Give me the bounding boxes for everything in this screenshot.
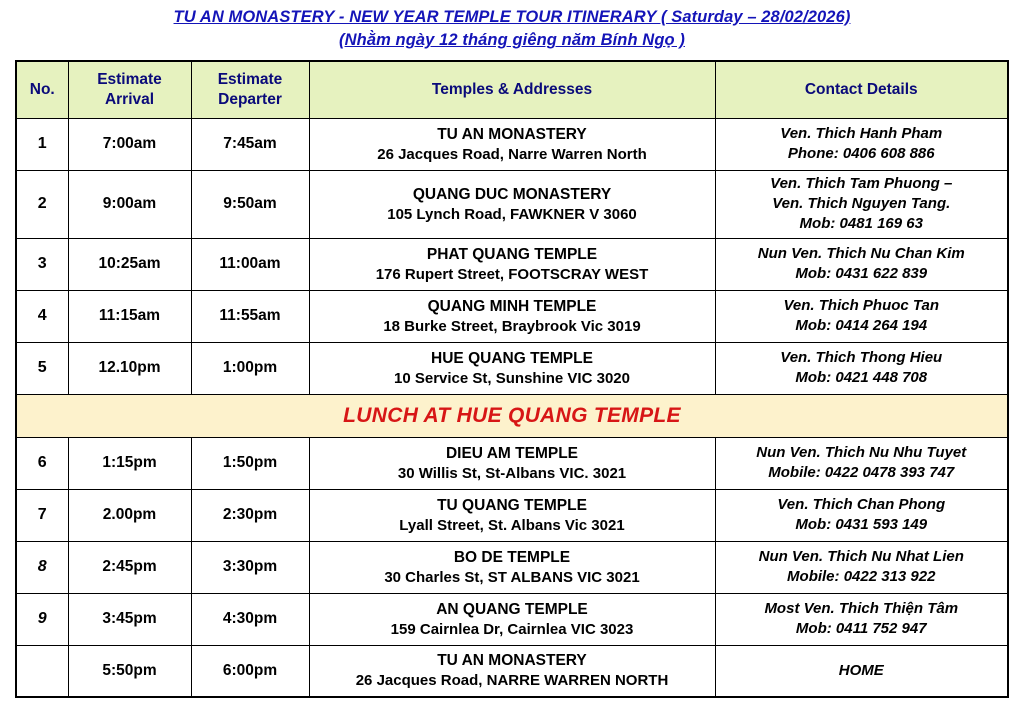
contact-line: Mob: 0421 448 708 — [795, 369, 928, 387]
contact-line: Nun Ven. Thich Nu Chan Kim — [757, 245, 965, 263]
departure-time: 9:50am — [191, 170, 309, 238]
temple-cell — [309, 437, 715, 489]
temple-name: TU AN MONASTERY — [437, 125, 587, 143]
contact-line: Mob: 0411 752 947 — [795, 620, 927, 638]
table-row — [16, 290, 1008, 342]
temple-name: TU AN MONASTERY — [437, 652, 587, 670]
table-row — [16, 342, 1008, 394]
temple-name: QUANG DUC MONASTERY — [412, 185, 612, 203]
temple-address: 26 Jacques Road, Narre Warren North — [377, 145, 647, 163]
temple-address: 105 Lynch Road, FAWKNER V 3060 — [387, 205, 637, 223]
row-number — [16, 645, 68, 697]
row-number: 3 — [16, 238, 68, 290]
contact-cell — [715, 118, 1008, 170]
contact-cell — [715, 238, 1008, 290]
temple-name: QUANG MINH TEMPLE — [427, 297, 597, 315]
column-header-estimate-arrival-line1: Estimate — [97, 71, 162, 89]
contact-cell — [715, 541, 1008, 593]
contact-line: Phone: 0406 608 886 — [787, 145, 935, 163]
contact-cell — [715, 645, 1008, 697]
column-header-temples-addresses: Temples & Addresses — [309, 61, 715, 119]
departure-time: 2:30pm — [191, 489, 309, 541]
contact-line: Mobile: 0422 313 922 — [787, 568, 936, 586]
column-header-estimate-arrival — [68, 61, 191, 119]
contact-line: Most Ven. Thich Thiện Tâm — [764, 600, 959, 618]
contact-line: Ven. Thich Hanh Pham — [780, 125, 943, 143]
table-row — [16, 593, 1008, 645]
contact-cell — [715, 489, 1008, 541]
departure-time: 11:00am — [191, 238, 309, 290]
arrival-time: 2:45pm — [68, 541, 191, 593]
temple-address: 18 Burke Street, Braybrook Vic 3019 — [383, 317, 641, 335]
contact-line: Nun Ven. Thich Nu Nhu Tuyet — [756, 444, 967, 462]
arrival-time: 10:25am — [68, 238, 191, 290]
row-number: 1 — [16, 118, 68, 170]
contact-cell — [715, 170, 1008, 238]
temple-cell — [309, 170, 715, 238]
table-row — [16, 489, 1008, 541]
departure-time: 1:00pm — [191, 342, 309, 394]
document-title — [0, 0, 1024, 53]
contact-cell — [715, 342, 1008, 394]
contact-line: Mob: 0481 169 63 — [799, 215, 923, 233]
table-row — [16, 118, 1008, 170]
contact-line: Ven. Thich Thong Hieu — [780, 349, 943, 367]
temple-cell — [309, 238, 715, 290]
temple-address: 30 Willis St, St-Albans VIC. 3021 — [397, 464, 627, 482]
arrival-time: 1:15pm — [68, 437, 191, 489]
temple-cell — [309, 290, 715, 342]
row-number: 7 — [16, 489, 68, 541]
table-header — [16, 61, 1008, 119]
temple-address: Lyall Street, St. Albans Vic 3021 — [399, 516, 625, 534]
temple-cell — [309, 118, 715, 170]
column-header-estimate-departer-line1: Estimate — [217, 71, 283, 89]
column-header-estimate-departer — [191, 61, 309, 119]
table-row — [16, 645, 1008, 697]
contact-line: Mob: 0431 622 839 — [795, 265, 928, 283]
temple-name: BO DE TEMPLE — [453, 548, 571, 566]
arrival-time: 2.00pm — [68, 489, 191, 541]
title-line-1: TU AN MONASTERY - NEW YEAR TEMPLE TOUR ITINERARY ( Saturday – 28/02/2026) — [173, 8, 851, 26]
column-header-estimate-arrival-line2: Arrival — [104, 90, 155, 108]
temple-address: 26 Jacques Road, NARRE WARREN NORTH — [355, 672, 669, 690]
table-row — [16, 437, 1008, 489]
table-row — [16, 170, 1008, 238]
row-number: 2 — [16, 170, 68, 238]
temple-cell — [309, 541, 715, 593]
table-row — [16, 541, 1008, 593]
departure-time: 6:00pm — [191, 645, 309, 697]
departure-time: 3:30pm — [191, 541, 309, 593]
temple-name: TU QUANG TEMPLE — [437, 496, 587, 514]
temple-address: 10 Service St, Sunshine VIC 3020 — [394, 369, 630, 387]
arrival-time: 11:15am — [68, 290, 191, 342]
temple-name: PHAT QUANG TEMPLE — [426, 245, 598, 263]
row-number: 8 — [16, 541, 68, 593]
departure-time: 1:50pm — [191, 437, 309, 489]
contact-line: HOME — [838, 661, 884, 679]
temple-cell — [309, 489, 715, 541]
temple-name: AN QUANG TEMPLE — [436, 600, 588, 618]
contact-line: Ven. Thich Tam Phuong – — [770, 174, 953, 192]
title-line-2: (Nhằm ngày 12 tháng giêng năm Bính Ngọ ) — [339, 31, 685, 50]
contact-line: Nun Ven. Thich Nu Nhat Lien — [758, 548, 964, 566]
column-header-contact-details: Contact Details — [715, 61, 1008, 119]
arrival-time: 12.10pm — [68, 342, 191, 394]
contact-line: Mob: 0414 264 194 — [795, 317, 928, 335]
itinerary-table — [15, 60, 1009, 699]
table-body — [16, 118, 1008, 697]
departure-time: 7:45am — [191, 118, 309, 170]
arrival-time: 7:00am — [68, 118, 191, 170]
departure-time: 11:55am — [191, 290, 309, 342]
contact-line: Ven. Thich Chan Phong — [777, 496, 946, 514]
column-header-no: No. — [16, 61, 68, 119]
column-header-estimate-departer-line2: Departer — [218, 90, 282, 108]
table-row — [16, 238, 1008, 290]
departure-time: 4:30pm — [191, 593, 309, 645]
lunch-banner: LUNCH AT HUE QUANG TEMPLE — [16, 394, 1008, 437]
temple-cell — [309, 645, 715, 697]
contact-cell — [715, 290, 1008, 342]
temple-cell — [309, 342, 715, 394]
arrival-time: 5:50pm — [68, 645, 191, 697]
temple-address: 30 Charles St, ST ALBANS VIC 3021 — [384, 568, 640, 586]
row-number: 6 — [16, 437, 68, 489]
lunch-banner-row — [16, 394, 1008, 437]
contact-line: Ven. Thich Nguyen Tang. — [772, 195, 951, 213]
temple-cell — [309, 593, 715, 645]
temple-name: HUE QUANG TEMPLE — [431, 349, 593, 367]
contact-cell — [715, 593, 1008, 645]
row-number: 4 — [16, 290, 68, 342]
row-number: 9 — [16, 593, 68, 645]
contact-line: Ven. Thich Phuoc Tan — [783, 297, 940, 315]
temple-address: 176 Rupert Street, FOOTSCRAY WEST — [375, 265, 649, 283]
contact-line: Mob: 0431 593 149 — [795, 516, 928, 534]
arrival-time: 9:00am — [68, 170, 191, 238]
contact-cell — [715, 437, 1008, 489]
arrival-time: 3:45pm — [68, 593, 191, 645]
contact-line: Mobile: 0422 0478 393 747 — [768, 464, 955, 482]
temple-address: 159 Cairnlea Dr, Cairnlea VIC 3023 — [390, 620, 634, 638]
row-number: 5 — [16, 342, 68, 394]
temple-name: DIEU AM TEMPLE — [445, 444, 579, 462]
